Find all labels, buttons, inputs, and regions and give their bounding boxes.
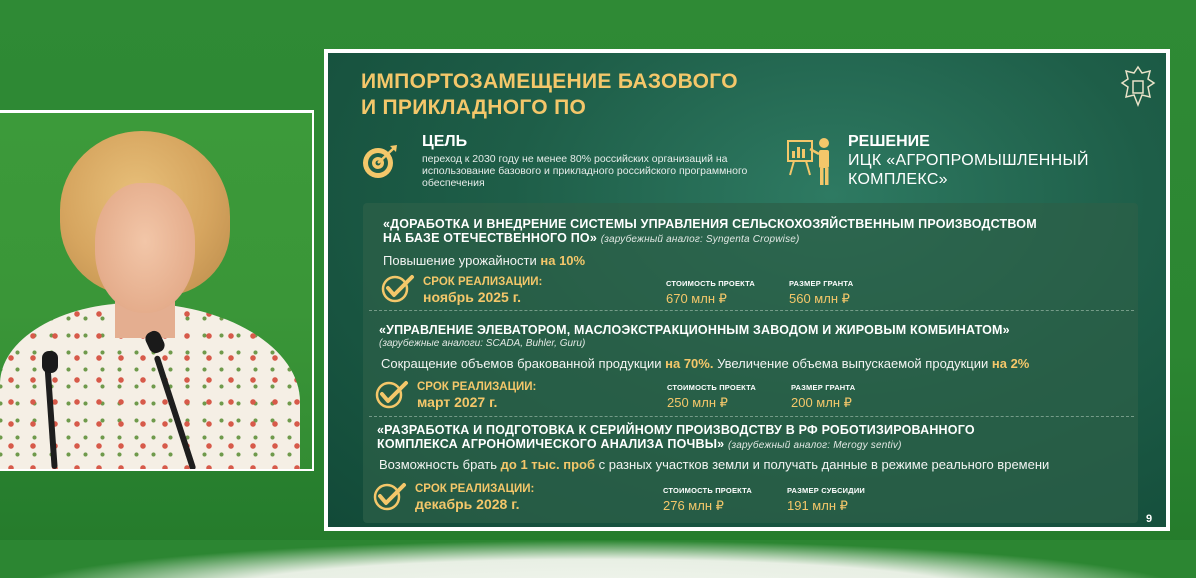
project-3-deadline-value: декабрь 2028 г. bbox=[415, 496, 520, 512]
project-3-desc-text-2: с разных участков земли и получать данные в режиме реального времени bbox=[598, 457, 1050, 472]
project-2-grant-label: РАЗМЕР ГРАНТА bbox=[791, 383, 856, 392]
solution-text: ИЦК «АГРОПРОМЫШЛЕННЫЙ КОМПЛЕКС» bbox=[848, 152, 1089, 188]
project-2-desc-highlight-2: на 2% bbox=[991, 356, 1030, 371]
project-block-3 bbox=[363, 417, 1138, 523]
project-1-analog: (зарубежный аналог: Syngenta Cropwise) bbox=[600, 234, 800, 245]
project-2-title: «УПРАВЛЕНИЕ ЭЛЕВАТОРОМ, МАСЛОЭКСТРАКЦИОННЫМ ЗАВОДОМ И ЖИРОВЫМ КОМБИНАТОМ» bbox=[379, 323, 1010, 337]
project-1-desc-highlight: на 10% bbox=[540, 253, 586, 268]
project-2-grant-value: 200 млн ₽ bbox=[791, 395, 852, 410]
project-1-title-line2-text: НА БАЗЕ ОТЕЧЕСТВЕННОГО ПО» bbox=[383, 231, 597, 245]
slide-page-number: 9 bbox=[1146, 513, 1153, 525]
project-2-deadline-label: СРОК РЕАЛИЗАЦИИ: bbox=[417, 381, 537, 393]
project-1-title-line1: «ДОРАБОТКА И ВНЕДРЕНИЕ СИСТЕМЫ УПРАВЛЕНИЯ СЕЛЬСКОХОЗЯЙСТВЕННЫМ ПРОИЗВОДСТВОМ bbox=[383, 217, 1037, 231]
speaker-video-frame bbox=[0, 110, 314, 471]
project-2-cost-label: СТОИМОСТЬ ПРОЕКТА bbox=[667, 383, 757, 392]
project-2-desc-highlight: на 70%. bbox=[665, 356, 714, 371]
project-1-grant-label: РАЗМЕР ГРАНТА bbox=[789, 279, 854, 288]
slide-title-line2: И ПРИКЛАДНОГО ПО bbox=[361, 96, 587, 119]
project-2-cost-value: 250 млн ₽ bbox=[667, 395, 728, 410]
projects-panel bbox=[363, 203, 1138, 523]
project-1-desc-text: Повышение урожайности bbox=[383, 253, 537, 268]
project-3-title-line1: «РАЗРАБОТКА И ПОДГОТОВКА К СЕРИЙНОМУ ПРОИЗВОДСТВУ В РФ РОБОТИЗИРОВАННОГО bbox=[377, 423, 975, 437]
checkmark-icon bbox=[373, 481, 407, 511]
project-block-1 bbox=[363, 203, 1138, 307]
slide-title bbox=[361, 69, 821, 121]
project-3-deadline-label: СРОК РЕАЛИЗАЦИИ: bbox=[415, 483, 535, 495]
project-1-title bbox=[383, 217, 1123, 247]
project-1-deadline-value: ноябрь 2025 г. bbox=[423, 289, 522, 305]
slide-content bbox=[328, 53, 1166, 527]
slide-title-line1: ИМПОРТОЗАМЕЩЕНИЕ БАЗОВОГО bbox=[361, 70, 738, 93]
checkmark-icon bbox=[375, 379, 409, 409]
coat-of-arms-icon bbox=[1118, 63, 1158, 111]
project-2-desc-text: Сокращение объемов бракованной продукции bbox=[381, 356, 662, 371]
project-2-description bbox=[381, 356, 1029, 371]
project-3-cost-value: 276 млн ₽ bbox=[663, 498, 724, 513]
project-3-desc-text: Возможность брать bbox=[379, 457, 498, 472]
goal-heading: ЦЕЛЬ bbox=[422, 133, 468, 150]
project-block-2 bbox=[363, 311, 1138, 416]
project-2-analog: (зарубежные аналоги: SCADA, Buhler, Guru) bbox=[379, 338, 586, 349]
speaker-video bbox=[0, 113, 312, 469]
project-3-desc-highlight: до 1 тыс. проб bbox=[500, 457, 595, 472]
project-3-title bbox=[377, 423, 1117, 453]
bottom-decor-band bbox=[0, 540, 1196, 578]
presenter-icon bbox=[786, 135, 836, 187]
target-icon bbox=[361, 143, 399, 181]
goal-text: переход к 2030 году не менее 80% российских организаций на использование базового и прикладного российского программного обеспечения bbox=[422, 153, 748, 189]
speaker-face bbox=[95, 183, 195, 313]
project-1-title-line2 bbox=[383, 231, 1123, 247]
project-1-description bbox=[383, 253, 585, 268]
project-3-title-line2-text: КОМПЛЕКСА АГРОНОМИЧЕСКОГО АНАЛИЗА ПОЧВЫ» bbox=[377, 437, 725, 451]
project-3-description bbox=[379, 457, 1049, 472]
microphone-left-icon bbox=[42, 351, 58, 373]
project-3-analog: (зарубежный аналог: Merogy sentiv) bbox=[728, 440, 902, 451]
project-3-grant-value: 191 млн ₽ bbox=[787, 498, 848, 513]
project-3-grant-label: РАЗМЕР СУБСИДИИ bbox=[787, 486, 865, 495]
solution-heading: РЕШЕНИЕ bbox=[848, 133, 930, 150]
project-2-deadline-value: март 2027 г. bbox=[417, 394, 498, 410]
project-1-cost-label: СТОИМОСТЬ ПРОЕКТА bbox=[666, 279, 756, 288]
project-3-title-line2 bbox=[377, 437, 1117, 453]
project-1-grant-value: 560 млн ₽ bbox=[789, 291, 850, 306]
project-2-desc-text-2: Увеличение объема выпускаемой продукции bbox=[717, 356, 989, 371]
project-1-cost-value: 670 млн ₽ bbox=[666, 291, 727, 306]
project-3-cost-label: СТОИМОСТЬ ПРОЕКТА bbox=[663, 486, 753, 495]
checkmark-icon bbox=[381, 273, 415, 303]
presentation-slide bbox=[324, 49, 1170, 531]
project-1-deadline-label: СРОК РЕАЛИЗАЦИИ: bbox=[423, 276, 543, 288]
